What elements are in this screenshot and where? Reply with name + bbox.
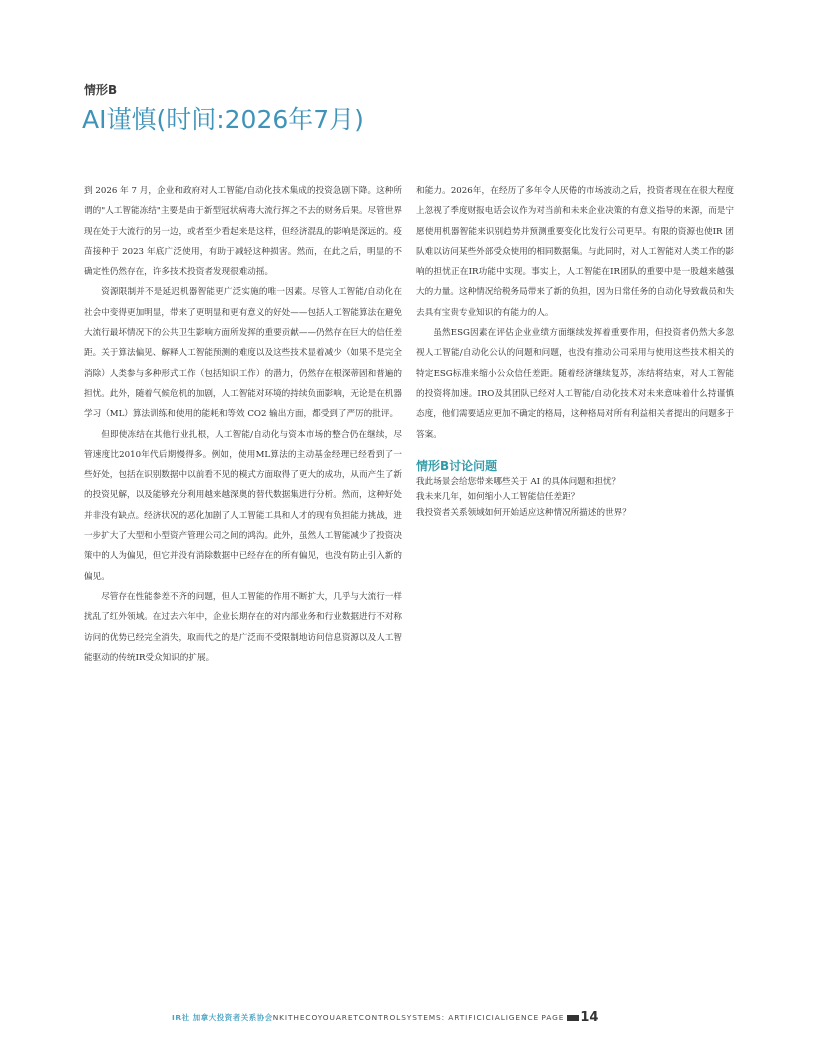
footer-page-label: PAGE	[541, 1013, 565, 1022]
discussion-questions	[416, 475, 734, 522]
discussion-heading: 情形B讨论问题	[416, 458, 498, 473]
discussion-question: 我投资者关系领域如何开始适应这种情况所描述的世界？	[416, 507, 631, 518]
left-paragraph-3: 但即使冻结在其他行业扎根，人工智能/自动化与资本市场的整合仍在继续，尽管速度比2010年代后期慢得多。例如，使用ML算法的主动基金经理已经看到了一些好处，包括在识别数据中以前看不见的模式方面取得了更大的成功，从而产生了新的投资见解，以及能够充分利用越来越深奥的替代数据集进行分析。然而，这种好处并非没有缺点。经济状况的恶化加剧了人工智能工具和人才的现有负担能力挑战，进一步扩大了大型和小型资产管理公司之间的鸿沟。此外，虽然人工智能减少了投资决策中的人为偏见，但它并没有消除数据中已经存在的所有偏见，也没有防止引入新的偏见。	[84, 429, 402, 582]
discussion-question: 我未来几年，如何缩小人工智能信任差距？	[416, 492, 580, 503]
footer-bar-icon	[567, 1015, 579, 1021]
left-column	[84, 181, 402, 668]
right-column	[416, 181, 734, 521]
footer-page-number: 14	[580, 1010, 599, 1025]
footer-running-title: NKITHECOYOUAREТCONTROLSYSTEMS: ARTIFICICIALIGENCE	[272, 1013, 540, 1022]
discussion-question: 我此场景会给您带来哪些关于 AI 的具体问题和担忧？	[416, 476, 621, 487]
footer-org: IR社 加拿大投资者关系协会	[172, 1013, 273, 1022]
scenario-kicker: 情形B	[84, 83, 118, 97]
left-paragraph-2: 资源限制并不是延迟机器智能更广泛实施的唯一因素。尽管人工智能/自动化在社会中变得更加明显，带来了更明显和更有意义的好处——包括人工智能算法在避免大流行最坏情况下的公共卫生影响方面所发挥的重要贡献——仍然存在巨大的信任差距。关于算法偏见、解释人工智能预测的难度以及这些技术显着减少（如果不是完全消除）人类参与多种形式工作（包括知识工作）的潜力，仍然存在根深蒂固和普遍的担忧。此外，随着气候危机的加剧，人工智能对环境的持续负面影响，无论是在机器学习（ML）算法训练和使用的能耗和等效 CO2 输出方面，都受到了严厉的批评。	[84, 287, 402, 420]
left-paragraph-1: 到 2026 年 7 月，企业和政府对人工智能/自动化技术集成的投资急剧下降。这种所谓的"人工智能冻结"主要是由于新型冠状病毒大流行挥之不去的财务后果。尽管世界现在处于大流行的另一边，或者至少看起来是这样，但经济混乱的影响是深远的。疫苗接种于 2023 年底广泛使用，有助于减轻这种损害。然而，在此之后，明显的不确定性仍然存在，许多技术投资者发现很难动摇。	[84, 186, 402, 278]
right-paragraph-1: 和能力。2026年，在经历了多年令人厌倦的市场波动之后，投资者现在在很大程度上忽视了季度财报电话会议作为对当前和未来企业决策的有意义指导的来源，而是宁愿使用机器智能来识别趋势并预测重要变化比发行公司更早。有限的资源也使IR 团队难以访问某些外部受众使用的相同数据集。与此同时，对人工智能对人类工作的影响的担忧正在IR功能中实现。事实上，人工智能在IR团队的重要中是一股越来越强大的力量。这种情况给税务局带来了新的负担，因为日常任务的自动化导致裁员和失去具有宝贵专业知识的有能力的人。	[416, 186, 734, 318]
page-footer	[172, 1010, 652, 1026]
right-paragraph-2: 虽然ESG因素在评估企业业绩方面继续发挥着重要作用，但投资者仍然大多忽视人工智能/自动化公认的问题和问题，也没有推动公司采用与使用这些技术相关的特定ESG标准来缩小公众信任差距。随着经济继续复苏，冻结将结束，对人工智能的投资将加速。IRO及其团队已经对人工智能/自动化技术对未来意味着什么持谨慎态度，他们需要适应更加不确定的格局，这种格局对所有利益相关者提出的问题多于答案。	[416, 328, 734, 440]
left-paragraph-4: 尽管存在性能参差不齐的问题，但人工智能的作用不断扩大，几乎与大流行一样扰乱了红外领域。在过去六年中，企业长期存在的对内部业务和行业数据进行不对称访问的优势已经完全消失，取而代之的是广泛而不受限制地访问信息资源以及人工智能驱动的传统IR受众知识的扩展。	[84, 591, 402, 663]
page-title: AI谨慎(时间:2026年7月)	[82, 105, 364, 134]
